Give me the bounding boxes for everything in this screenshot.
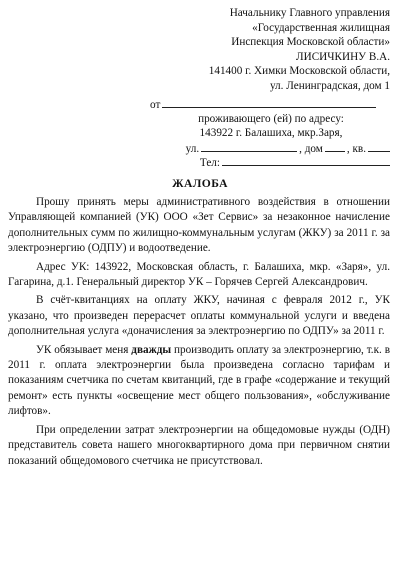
paragraph-text: УК обязывает меня bbox=[36, 343, 132, 356]
addressee-line: ул. Ленинградская, дом 1 bbox=[269, 79, 390, 92]
addressee-line: ЛИСИЧКИНУ В.А. bbox=[296, 50, 390, 63]
paragraph-text: производить оплату за электроэнергию, т.к. в 2011 г. оплата электроэнергии была произведена согласно тарифам и показаниям счетчика по счетам квитанций, где в графе «содержание и текущий ремонт» есть пункты «освещение мест общего пользования», «обслуживание лифтов». bbox=[8, 343, 390, 418]
phone-blank bbox=[222, 155, 390, 166]
paragraph-receipts: В счёт-квитанциях на оплату ЖКУ, начиная с февраля 2012 г., УК указано, что произведен перерасчет оплаты коммунальной услуги и введена дополнительная услуга «доначисления за электроэнергию по ОДПУ» за 2011 г. bbox=[8, 294, 390, 338]
addressee-line: «Государственная жилищная bbox=[252, 21, 390, 34]
residing-label: проживающего (ей) по адресу: bbox=[198, 112, 344, 125]
apt-blank bbox=[368, 141, 390, 152]
document-title: ЖАЛОБА bbox=[172, 177, 228, 190]
from-label: от bbox=[150, 99, 161, 111]
phone-label: Тел: bbox=[199, 157, 220, 170]
sender-name-row bbox=[150, 97, 392, 112]
addressee-block bbox=[180, 6, 390, 94]
addressee-line: Инспекция Московской области» bbox=[231, 36, 390, 49]
emphasis-text: дважды bbox=[131, 343, 172, 356]
house-blank bbox=[325, 141, 345, 152]
sender-name-blank bbox=[162, 97, 376, 108]
paragraph-odn: При определении затрат электроэнергии на общедомовые нужды (ОДН) представитель совета нашего многоквартирного дома при первичном снятии показаний общедомового счетчика не присутствовал. bbox=[8, 423, 390, 467]
street-label: ул. bbox=[185, 142, 200, 155]
addressee-line: Начальнику Главного управления bbox=[229, 7, 390, 19]
house-label: , дом bbox=[299, 142, 323, 155]
sender-street-row bbox=[150, 141, 392, 156]
sender-residing-row bbox=[150, 112, 392, 127]
document-body bbox=[8, 195, 390, 472]
street-blank bbox=[201, 141, 297, 152]
apt-label: , кв. bbox=[346, 142, 366, 155]
sender-address-row bbox=[150, 126, 392, 141]
sender-phone-row bbox=[150, 155, 392, 170]
paragraph-uk-address: Адрес УК: 143922, Московская область, г. Балашиха, мкр. «Заря», ул. Гагарина, д.1. Генеральный директор УК – Горячев Сергей Александрович. bbox=[8, 260, 390, 289]
sender-block bbox=[150, 97, 392, 170]
paragraph-double-payment bbox=[8, 343, 390, 420]
address-prefix: 143922 г. Балашиха, мкр.Заря, bbox=[199, 127, 343, 140]
paragraph-request: Прошу принять меры административного воздействия в отношении Управляющей компанией (УК) ООО «Зет Сервис» за незаконное начисление дополнительных сумм по жилищно-коммунальным услугам (ЖКУ) за 2011 г. за электроэнергию (ОДПУ) и водоотведение. bbox=[8, 196, 390, 255]
addressee-line: 141400 г. Химки Московской области, bbox=[208, 65, 390, 78]
